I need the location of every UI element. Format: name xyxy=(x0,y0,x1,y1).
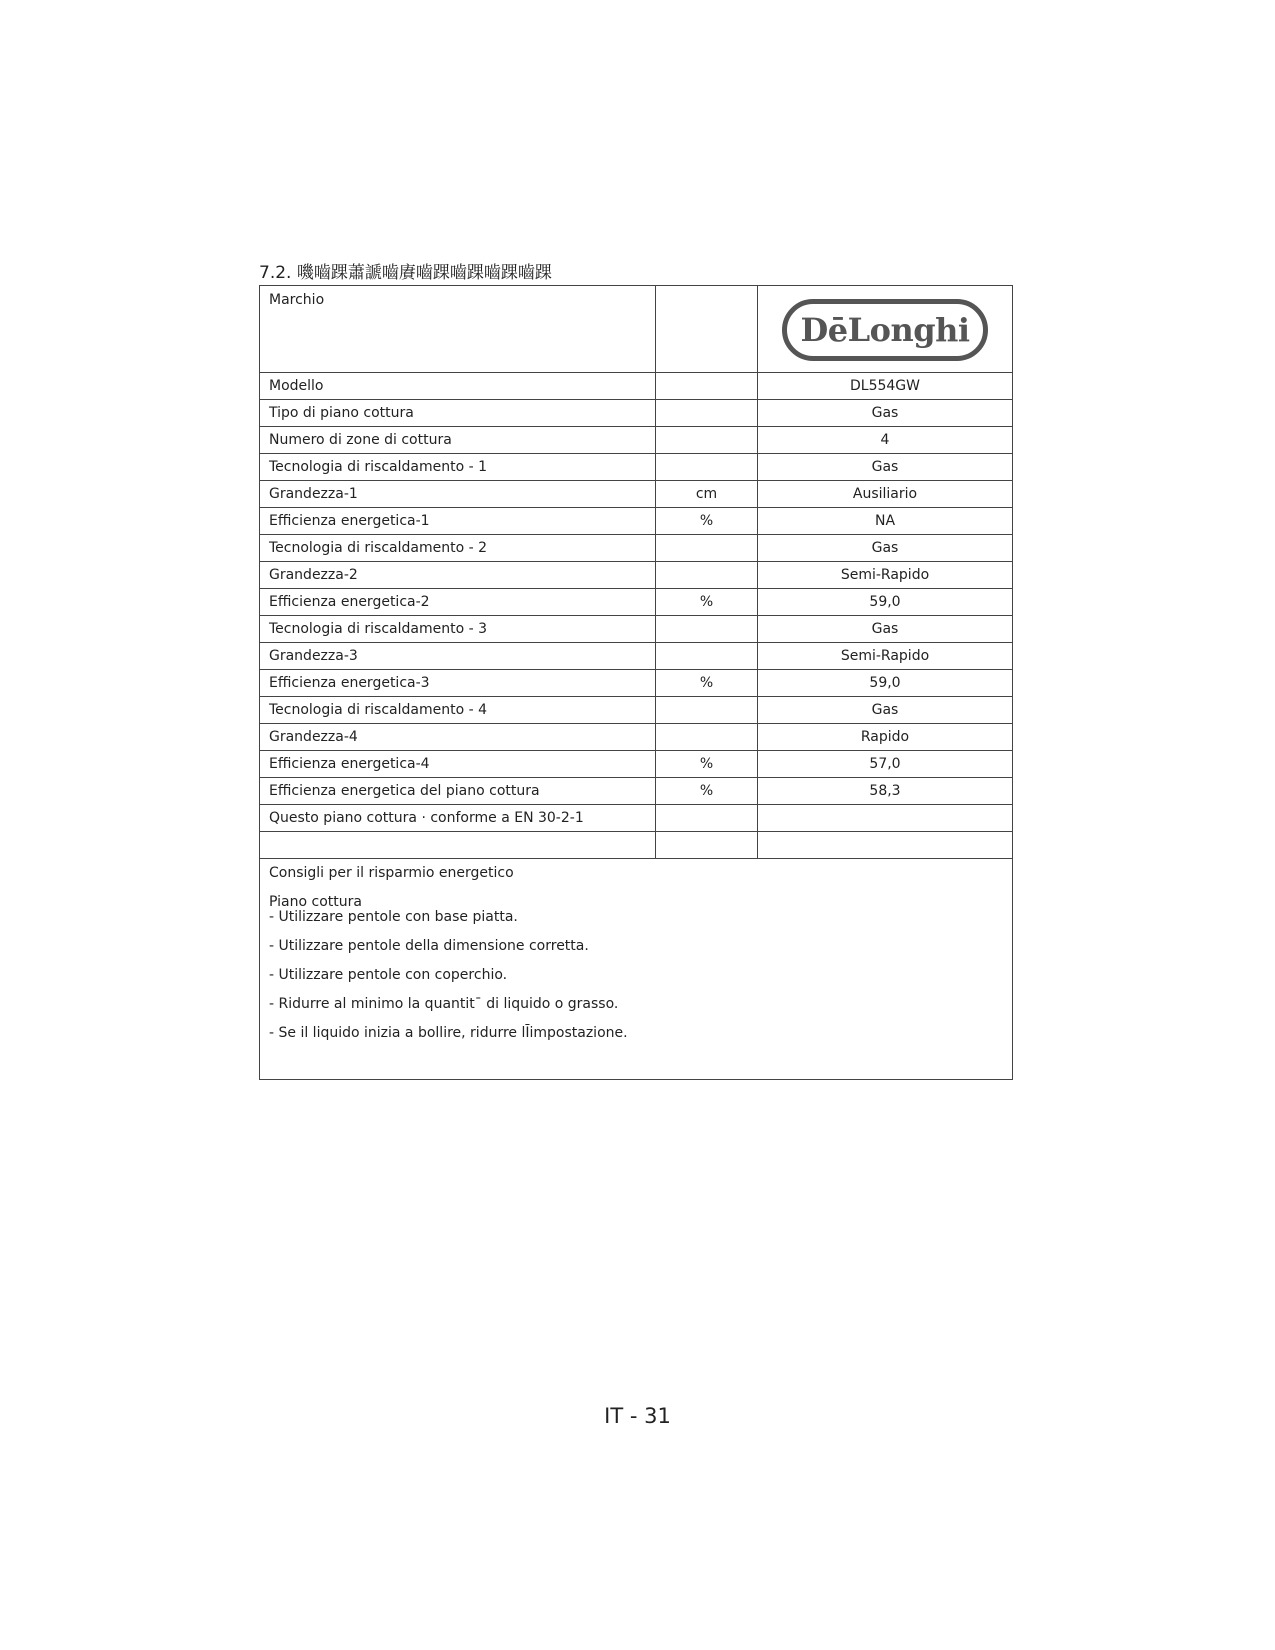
table-row xyxy=(260,535,1013,562)
row-label: Grandezza-2 xyxy=(260,562,656,589)
row-label: Tecnologia di riscaldamento - 3 xyxy=(260,616,656,643)
row-value: Gas xyxy=(758,535,1013,562)
table-row xyxy=(260,724,1013,751)
row-label: Grandezza-4 xyxy=(260,724,656,751)
row-value xyxy=(758,805,1013,832)
brand-logo-cell xyxy=(758,286,1013,373)
table-row xyxy=(260,562,1013,589)
row-unit xyxy=(656,454,758,481)
table-row xyxy=(260,778,1013,805)
row-label: Questo piano cottura · conforme a EN 30-2-1 xyxy=(260,805,656,832)
list-item: - Se il liquido inizia a bollire, ridurre lĪimpostazione. xyxy=(269,1025,628,1041)
logo-text: DēLonghi xyxy=(800,311,970,349)
list-item: - Utilizzare pentole con base piatta. xyxy=(269,909,518,925)
row-value: Rapido xyxy=(758,724,1013,751)
row-label: Tecnologia di riscaldamento - 2 xyxy=(260,535,656,562)
row-label: Grandezza-3 xyxy=(260,643,656,670)
row-label: Efficienza energetica-4 xyxy=(260,751,656,778)
table-row xyxy=(260,508,1013,535)
page-number: IT - 31 xyxy=(604,1404,671,1428)
row-value: Ausiliario xyxy=(758,481,1013,508)
row-value: NA xyxy=(758,508,1013,535)
row-label: Efficienza energetica-1 xyxy=(260,508,656,535)
row-value xyxy=(758,832,1013,859)
delonghi-logo xyxy=(782,299,988,361)
row-label: Efficienza energetica-3 xyxy=(260,670,656,697)
energy-tips-cell xyxy=(260,859,1013,1080)
table-row xyxy=(260,832,1013,859)
row-unit xyxy=(656,373,758,400)
row-value: 58,3 xyxy=(758,778,1013,805)
table-row xyxy=(260,589,1013,616)
table-row xyxy=(260,400,1013,427)
row-value: Gas xyxy=(758,454,1013,481)
row-label: Grandezza-1 xyxy=(260,481,656,508)
row-unit xyxy=(656,697,758,724)
row-unit: % xyxy=(656,751,758,778)
row-label xyxy=(260,832,656,859)
row-value: Gas xyxy=(758,400,1013,427)
row-value: 59,0 xyxy=(758,670,1013,697)
row-label: Numero di zone di cottura xyxy=(260,427,656,454)
row-unit xyxy=(656,616,758,643)
tips-subheading: Piano cottura xyxy=(269,894,362,910)
list-item: - Utilizzare pentole della dimensione corretta. xyxy=(269,938,589,954)
row-value: 4 xyxy=(758,427,1013,454)
row-label: Tecnologia di riscaldamento - 4 xyxy=(260,697,656,724)
energy-spec-table xyxy=(259,285,1013,1080)
row-unit: cm xyxy=(656,481,758,508)
row-value: Semi-Rapido xyxy=(758,643,1013,670)
row-unit xyxy=(656,724,758,751)
table-row xyxy=(260,616,1013,643)
tips-list xyxy=(269,910,1003,1041)
row-unit xyxy=(656,643,758,670)
row-label: Tipo di piano cottura xyxy=(260,400,656,427)
table-row xyxy=(260,427,1013,454)
row-value: Gas xyxy=(758,697,1013,724)
row-unit: % xyxy=(656,778,758,805)
brand-label: Marchio xyxy=(260,286,656,373)
table-row xyxy=(260,697,1013,724)
table-row xyxy=(260,373,1013,400)
table-row xyxy=(260,751,1013,778)
tips-heading: Consigli per il risparmio energetico xyxy=(269,865,514,881)
table-row xyxy=(260,481,1013,508)
list-item: - Utilizzare pentole con coperchio. xyxy=(269,967,508,983)
table-row xyxy=(260,454,1013,481)
energy-tips-row xyxy=(260,859,1013,1080)
row-value: 57,0 xyxy=(758,751,1013,778)
row-unit: % xyxy=(656,589,758,616)
row-unit xyxy=(656,535,758,562)
row-unit: % xyxy=(656,508,758,535)
row-unit xyxy=(656,805,758,832)
row-value: Gas xyxy=(758,616,1013,643)
row-unit xyxy=(656,832,758,859)
table-row xyxy=(260,643,1013,670)
table-row xyxy=(260,805,1013,832)
row-label: Efficienza energetica-2 xyxy=(260,589,656,616)
brand-row xyxy=(260,286,1013,373)
row-value: DL554GW xyxy=(758,373,1013,400)
brand-unit-cell xyxy=(656,286,758,373)
row-label: Modello xyxy=(260,373,656,400)
row-unit xyxy=(656,562,758,589)
row-value: 59,0 xyxy=(758,589,1013,616)
row-value: Semi-Rapido xyxy=(758,562,1013,589)
table-row xyxy=(260,670,1013,697)
row-unit xyxy=(656,400,758,427)
row-unit xyxy=(656,427,758,454)
row-unit: % xyxy=(656,670,758,697)
section-title: 7.2. 嘰嚙踝蕭謕嚙賡嚙踝嚙踝嚙踝嚙踝 xyxy=(259,263,552,283)
list-item: - Ridurre al minimo la quantit¯ di liquido o grasso. xyxy=(269,996,619,1012)
row-label: Efficienza energetica del piano cottura xyxy=(260,778,656,805)
row-label: Tecnologia di riscaldamento - 1 xyxy=(260,454,656,481)
